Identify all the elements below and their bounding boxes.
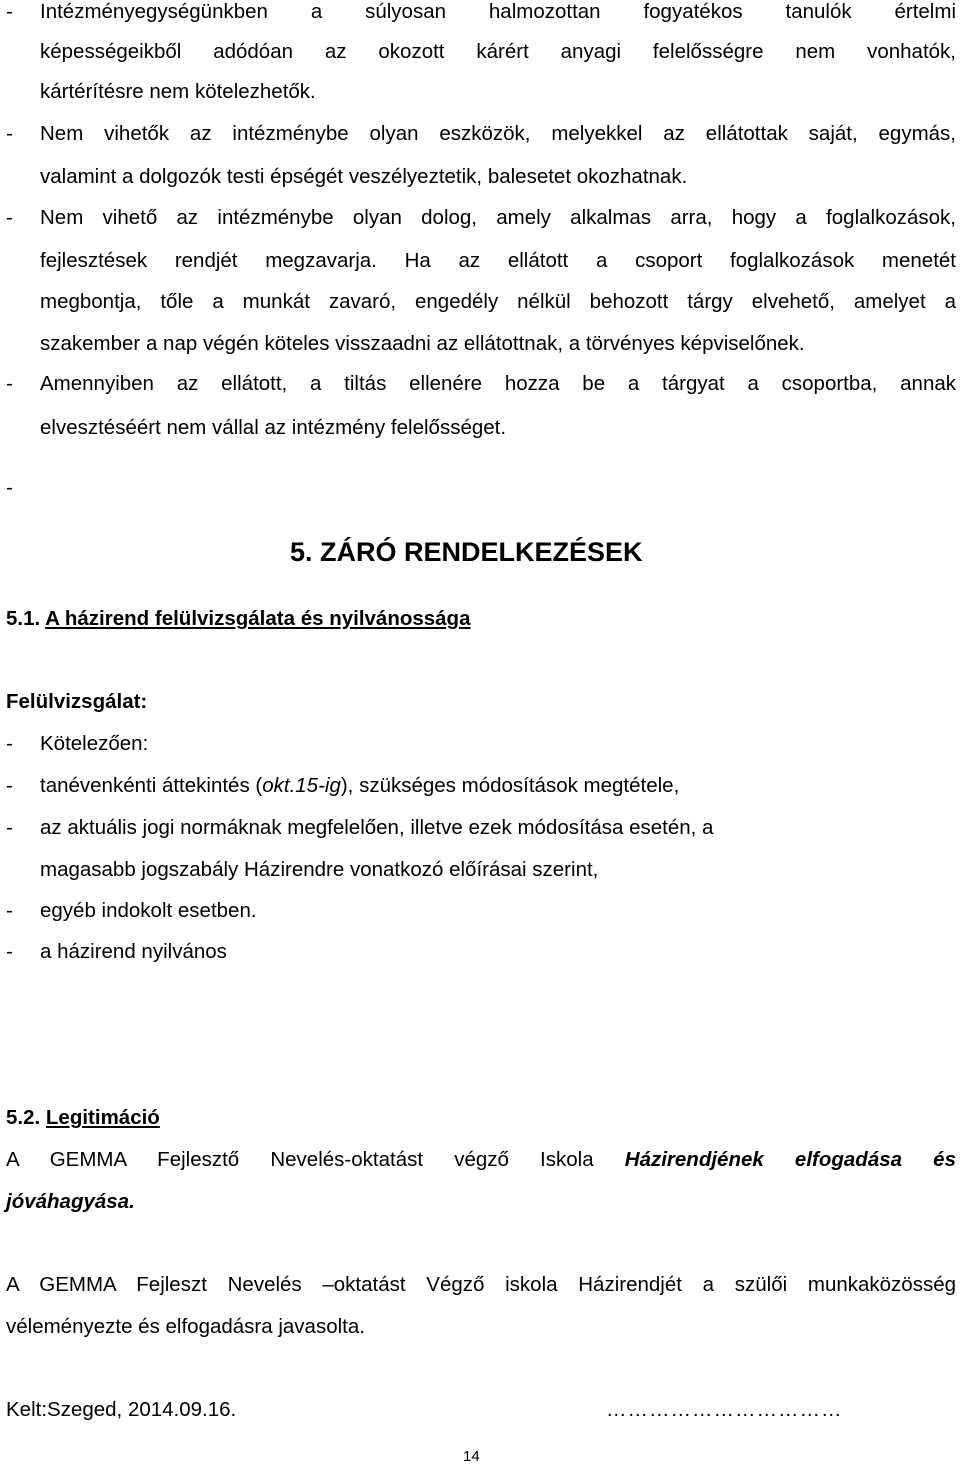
review-other: egyéb indokolt esetben.: [40, 899, 257, 922]
bullet-3-line-3: megbontja, tőle a munkát zavaró, engedély nélkül behozott tárgy elvehető, amelyet a: [40, 290, 956, 313]
bullet-dash: -: [6, 122, 13, 145]
bullet-dash: -: [6, 206, 13, 229]
bullet-4-line-1: Amennyiben az ellátott, a tiltás ellenére hozza be a tárgyat a csoportba, annak: [40, 372, 956, 395]
bullet-2-line-1: Nem vihetők az intézménybe olyan eszközök, melyekkel az ellátottak saját, egymás,: [40, 122, 956, 145]
review-yearly-end: ), szükséges módosítások megtétele,: [340, 774, 680, 797]
place-date: Kelt:Szeged, 2014.09.16.: [6, 1398, 237, 1421]
section-5-2-heading: [6, 1106, 160, 1130]
bullet-dash: -: [6, 372, 13, 395]
signature-line: ……………………………: [606, 1398, 843, 1421]
review-mandatory: Kötelezően:: [40, 732, 149, 755]
empty-bullet-dash: -: [6, 476, 13, 499]
section-5-1-title: A házirend felülvizsgálata és nyilvánossága: [45, 607, 471, 630]
bullet-dash: -: [6, 732, 13, 755]
section-5-2-number: 5.2.: [6, 1106, 41, 1129]
review-legal-line-2: magasabb jogszabály Házirendre vonatkozó előírásai szerint,: [40, 858, 599, 881]
bullet-4-line-2: elvesztéséért nem vállal az intézmény felelősséget.: [40, 416, 507, 439]
legitimation-paragraph-2-line-1: A GEMMA Fejleszt Nevelés –oktatást Végző iskola Házirendjét a szülői munkaközösség: [6, 1273, 956, 1296]
bullet-2-line-2: valamint a dolgozók testi épségét veszélyeztetik, balesetet okozhatnak.: [40, 165, 688, 188]
legitimation-paragraph-2-line-2: véleményezte és elfogadásra javasolta.: [6, 1315, 365, 1338]
bullet-dash: -: [6, 816, 13, 839]
bullet-1-line-1: Intézményegységünkben a súlyosan halmozottan fogyatékos tanulók értelmi: [40, 0, 956, 23]
legitimation-emphasis: Házirendjének elfogadása és: [624, 1148, 956, 1171]
review-heading: Felülvizsgálat:: [6, 690, 148, 713]
review-yearly-deadline: okt.15-ig: [262, 774, 341, 797]
section-5-2-title: Legitimáció: [45, 1106, 160, 1129]
bullet-3-line-2: fejlesztések rendjét megzavarja. Ha az ellátott a csoport foglalkozások menetét: [40, 249, 956, 272]
legitimation-paragraph-1-line-1: [6, 1148, 956, 1172]
bullet-dash: -: [6, 940, 13, 963]
review-yearly-start: tanévenkénti áttekintés (: [40, 774, 263, 797]
page-number: 14: [463, 1448, 480, 1465]
bullet-1-line-3: kártérítésre nem kötelezhetők.: [40, 80, 316, 103]
bullet-dash: -: [6, 0, 13, 23]
bullet-3-line-4: szakember a nap végén köteles visszaadni az ellátottnak, a törvényes képviselőnek.: [40, 332, 805, 355]
bullet-3-line-1: Nem vihető az intézménybe olyan dolog, amely alkalmas arra, hogy a foglalkozások,: [40, 206, 956, 229]
legitimation-paragraph-1-line-2: jóváhagyása.: [6, 1190, 135, 1213]
section-5-1-heading: [6, 607, 471, 631]
review-public: a házirend nyilvános: [40, 940, 227, 963]
review-yearly: [40, 774, 679, 798]
bullet-1-line-2: képességeikből adódóan az okozott kárért anyagi felelősségre nem vonhatók,: [40, 40, 956, 63]
review-legal-line-1: az aktuális jogi normáknak megfelelően, illetve ezek módosítása esetén, a: [40, 816, 714, 839]
bullet-dash: -: [6, 774, 13, 797]
bullet-dash: -: [6, 899, 13, 922]
section-5-1-number: 5.1.: [6, 607, 41, 630]
chapter-title: 5. ZÁRÓ RENDELKEZÉSEK: [290, 537, 643, 567]
legitimation-school-name: A GEMMA Fejlesztő Nevelés-oktatást végző Iskola: [6, 1148, 594, 1171]
